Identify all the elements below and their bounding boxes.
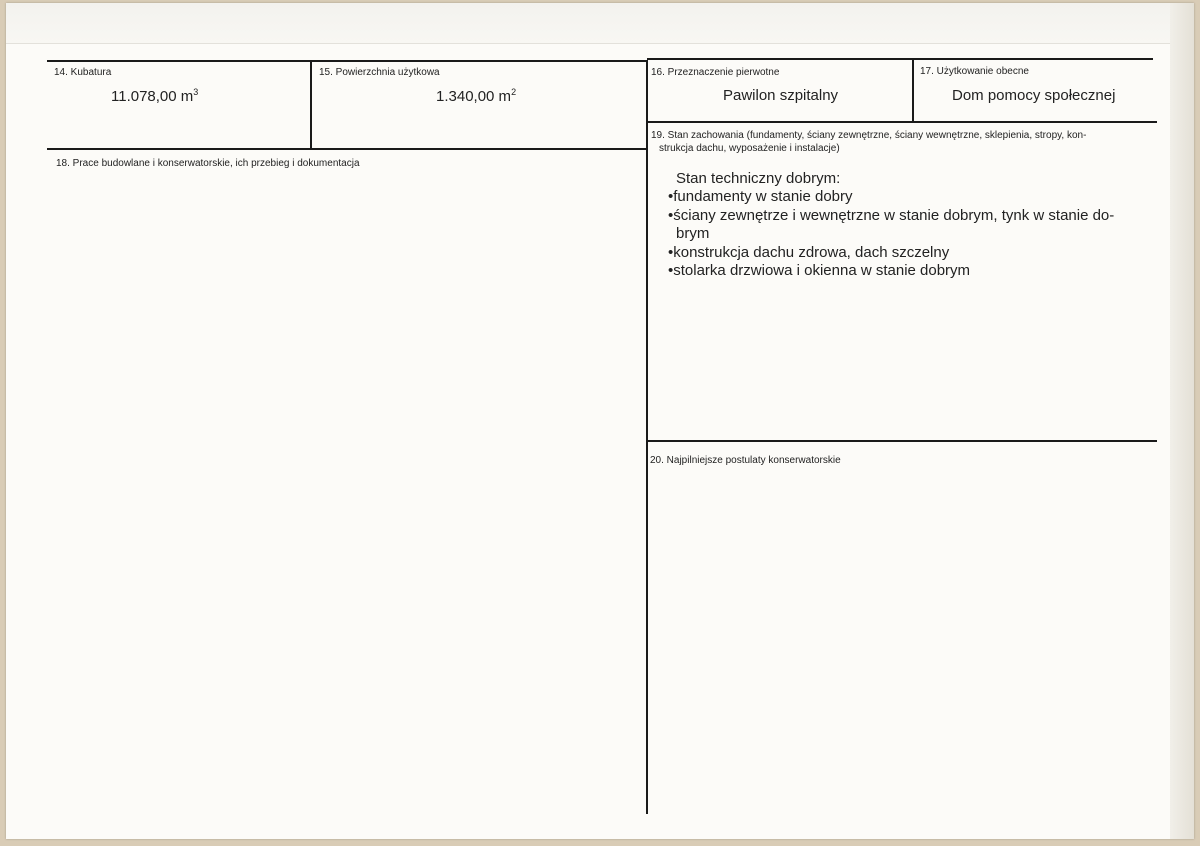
field-15-unit-exponent: 2: [511, 87, 517, 97]
field-14-label: 14. Kubatura: [54, 67, 112, 78]
condition-text: [668, 170, 840, 189]
condition-item-walls-cont: brym: [676, 225, 710, 242]
rule-under-14-15: [47, 148, 647, 150]
rule-top-left: [47, 60, 647, 62]
field-16-label: 16. Przeznaczenie pierwotne: [651, 67, 780, 78]
condition-heading: Stan techniczny dobrym:: [676, 170, 841, 187]
field-14-value: [111, 87, 198, 105]
rule-under-19: [647, 440, 1157, 442]
paper-top-fold: [6, 3, 1194, 44]
field-15-number: 1.340,00 m: [436, 88, 512, 105]
condition-item-roof: •konstrukcja dachu zdrowa, dach szczelny: [668, 243, 950, 261]
field-14-number: 11.078,00 m: [111, 88, 194, 105]
field-15-value: [436, 87, 516, 105]
rule-v-16-17: [912, 58, 914, 122]
rule-v-14-15: [310, 60, 312, 150]
field-19-label-line2: strukcja dachu, wyposażenie i instalacje): [659, 143, 840, 154]
rule-under-16-17: [647, 121, 1157, 123]
field-17-value: Dom pomocy społecznej: [952, 87, 1116, 104]
condition-list: [668, 188, 1146, 281]
condition-item-walls: •ściany zewnętrze i wewnętrzne w stanie dobrym, tynk w stanie do-: [668, 206, 1115, 224]
condition-item-foundations: •fundamenty w stanie dobry: [668, 188, 853, 205]
paper-right-edge: [1170, 3, 1194, 839]
field-18-label: 18. Prace budowlane i konserwatorskie, ich przebieg i dokumentacja: [56, 158, 360, 169]
field-20-label: 20. Najpilniejsze postulaty konserwatorskie: [650, 455, 841, 466]
field-15-label: 15. Powierzchnia użytkowa: [319, 67, 440, 78]
field-19-label-line1: 19. Stan zachowania (fundamenty, ściany zewnętrzne, ściany wewnętrzne, sklepienia, stropy, kon-: [651, 130, 1087, 141]
rule-v-center: [646, 60, 648, 814]
field-14-unit-exponent: 3: [193, 87, 199, 97]
field-17-label: 17. Użytkowanie obecne: [920, 66, 1029, 77]
field-16-value: Pawilon szpitalny: [723, 87, 839, 104]
rule-top-right: [647, 58, 1153, 60]
condition-item-joinery: •stolarka drzwiowa i okienna w stanie dobrym: [668, 262, 971, 279]
